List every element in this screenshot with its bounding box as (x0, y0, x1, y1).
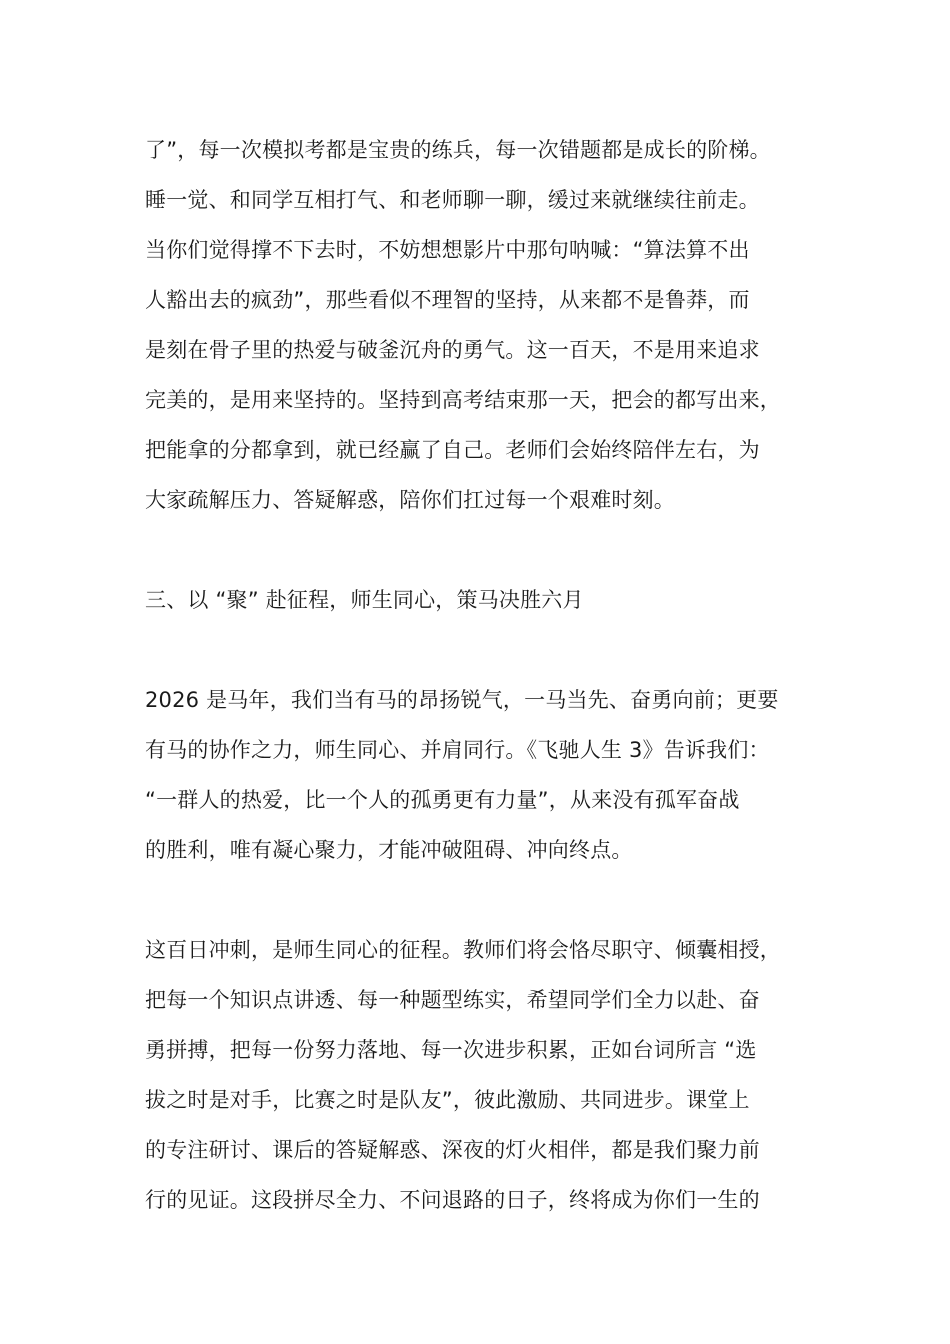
text-line: 人豁出去的疯劲”，那些看似不理智的坚持，从来都不是鲁莽，而 (145, 288, 750, 312)
text-line: 睡一觉、和同学互相打气、和老师聊一聊，缓过来就继续往前走。 (145, 188, 760, 212)
text-line: 的胜利，唯有凝心聚力，才能冲破阻碍、冲向终点。 (145, 838, 633, 862)
text-line: 把每一个知识点讲透、每一种题型练实，希望同学们全力以赴、奋 (145, 988, 760, 1012)
section-heading: 三、以 “聚” 赴征程，师生同心，策马决胜六月 (145, 588, 584, 612)
text-line: 2026 是马年，我们当有马的昂扬锐气，一马当先、奋勇向前；更要 (145, 688, 779, 712)
text-line: 是刻在骨子里的热爱与破釜沉舟的勇气。这一百天，不是用来追求 (145, 338, 760, 362)
text-line: 完美的，是用来坚持的。坚持到高考结束那一天，把会的都写出来， (145, 388, 781, 412)
text-line: 的专注研讨、课后的答疑解惑、深夜的灯火相伴，都是我们聚力前 (145, 1138, 760, 1162)
text-line: 行的见证。这段拼尽全力、不问退路的日子，终将成为你们一生的 (145, 1188, 760, 1212)
text-line: 了”，每一次模拟考都是宝贵的练兵，每一次错题都是成长的阶梯。 (145, 138, 771, 162)
text-line: 大家疏解压力、答疑解惑，陪你们扛过每一个艰难时刻。 (145, 488, 675, 512)
text-line: 把能拿的分都拿到，就已经赢了自己。老师们会始终陪伴左右，为 (145, 438, 760, 462)
text-line: 当你们觉得撑不下去时，不妨想想影片中那句呐喊：“算法算不出 (145, 238, 750, 262)
text-line: 勇拼搏，把每一份努力落地、每一次进步积累，正如台词所言 “选 (145, 1038, 757, 1062)
text-line: 这百日冲刺，是师生同心的征程。教师们将会恪尽职守、倾囊相授， (145, 938, 781, 962)
text-line: 有马的协作之力，师生同心、并肩同行。《飞驰人生 3》告诉我们： (145, 738, 770, 762)
text-line: 拔之时是对手，比赛之时是队友”，彼此激励、共同进步。课堂上 (145, 1088, 750, 1112)
text-line: “一群人的热爱，比一个人的孤勇更有力量”，从来没有孤军奋战 (145, 788, 740, 812)
